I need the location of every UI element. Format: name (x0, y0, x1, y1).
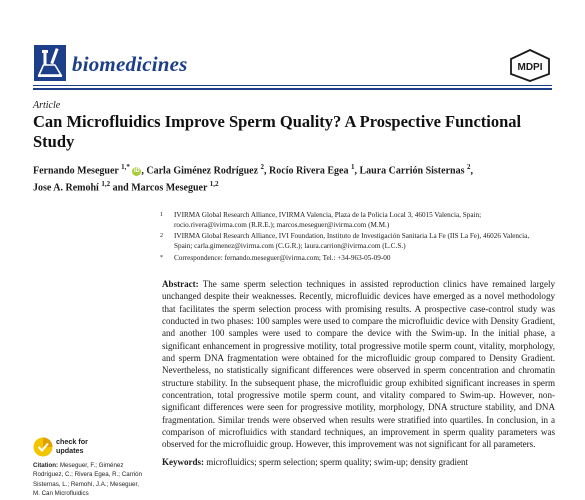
author-list (33, 161, 533, 195)
keywords (162, 456, 555, 468)
author-name[interactable]: , Carla Giménez Rodríguez (141, 165, 261, 177)
author-name[interactable]: , Laura Carrión Sisternas (354, 165, 467, 177)
author-sup: 1,2 (209, 179, 219, 188)
journal-logo-icon (33, 44, 67, 82)
check-for-updates-icon (33, 436, 53, 458)
affiliation-mark: 1 (160, 212, 163, 218)
author-name[interactable]: and Marcos Meseguer (110, 182, 210, 194)
author-name[interactable]: Jose A. Remohí (33, 182, 102, 194)
journal-name: biomedicines (72, 52, 188, 76)
author-sup: 2 (466, 163, 471, 171)
abstract-label: Abstract: (162, 279, 199, 289)
citation-label: Citation: (33, 462, 59, 469)
author-name[interactable]: Fernando Meseguer (33, 165, 122, 177)
affiliation-text: IVIRMA Global Research Alliance, IVIRMA Valencia, Plaza de la Policia Local 3, 46015 Valencia, Spain; rocio.rivera@ivirma.com (R.R.E.); marcos.meseguer@ivirma.com (M.M.) (174, 211, 482, 230)
mdpi-logo-icon (508, 48, 552, 82)
keywords-label: Keywords: (162, 457, 204, 467)
keywords-text: microfluidics; sperm selection; sperm quality; swim-up; density gradient (204, 457, 468, 467)
header-rule-top (33, 85, 552, 86)
check-line-1: check for (56, 437, 88, 446)
citation-text: Meseguer, F.; Giménez Rodríguez, C.; Rivera Egea, R.; Carrión Sisternas, L.; Remohí, J.A.; Meseguer, M. Can Microfluidics (33, 462, 143, 497)
orcid-icon[interactable]: iD (133, 168, 140, 175)
article-type: Article (33, 100, 61, 111)
author-sup: 2 (260, 163, 265, 171)
citation (33, 461, 143, 498)
check-line-2: updates (56, 445, 84, 455)
affiliation-mark: * (160, 255, 163, 261)
abstract-text: The same sperm selection techniques in assisted reproduction clinics have remained largely unchanged despite their weaknesses. Recently, microfluidic devices have emerged as a novel methodology that facilitates the sperm selection process with promising results. A prospective case-control study was conducted in two phases: 100 samples were used to compare the microfluidic device with Density Gradient, and another 100 samples were used to compare the device with the Swim-up. In the initial phase, a significant enhancement in progressive motility, total progressive motile sperm count, vitality, morphology, and sperm DNA fragmentation were obtained for the microfluidic group compared to Density Gradient. Nevertheless, no statistically significant differences were observed in sperm concentration and chromatin structure stability. In the subsequent phase, the microfluidic group exhibited significant increases in sperm concentration, total progressive motile sperm count, and vitality compared to Swim-up. However, non-significant differences were seen for progressive motility, morphology, DNA structure stability, and DNA fragmentation. Similar trends were observed when results were stratified into quartiles. In conclusion, in a comparison of microfluidics with standard techniques, an improvement in sperm quality parameters was observed for the microfluidic group. However, this improvement was not significant for all parameters. (162, 279, 555, 450)
affiliation-mark: 2 (160, 233, 163, 239)
author-sup: 1 (350, 163, 355, 171)
publisher-name: MDPI (517, 62, 543, 73)
header-rule-bottom (33, 88, 552, 90)
correspondence-text[interactable]: Correspondence: fernando.meseguer@ivirma.com; Tel.: +34-963-05-09-00 (174, 254, 391, 262)
affiliation-text: IVIRMA Global Research Alliance, IVI Foundation, Instituto de Investigación Sanitaria La Fe (IIS La Fe), 46026 Valencia, Spain; carla.gimenez@ivirma.com (C.G.R.); laura.carrion@ivirma.com (L.C.S.) (174, 232, 530, 251)
author-sup: 1,2 (101, 179, 111, 188)
abstract (162, 278, 555, 451)
author-name[interactable]: , Rocío Rivera Egea (264, 165, 351, 177)
author-sup: 1,* (121, 163, 130, 171)
check-for-updates-button[interactable] (33, 436, 113, 458)
author-sep: , (470, 165, 473, 177)
article-title: Can Microfluidics Improve Sperm Quality? A Prospective Functional Study (33, 112, 522, 151)
